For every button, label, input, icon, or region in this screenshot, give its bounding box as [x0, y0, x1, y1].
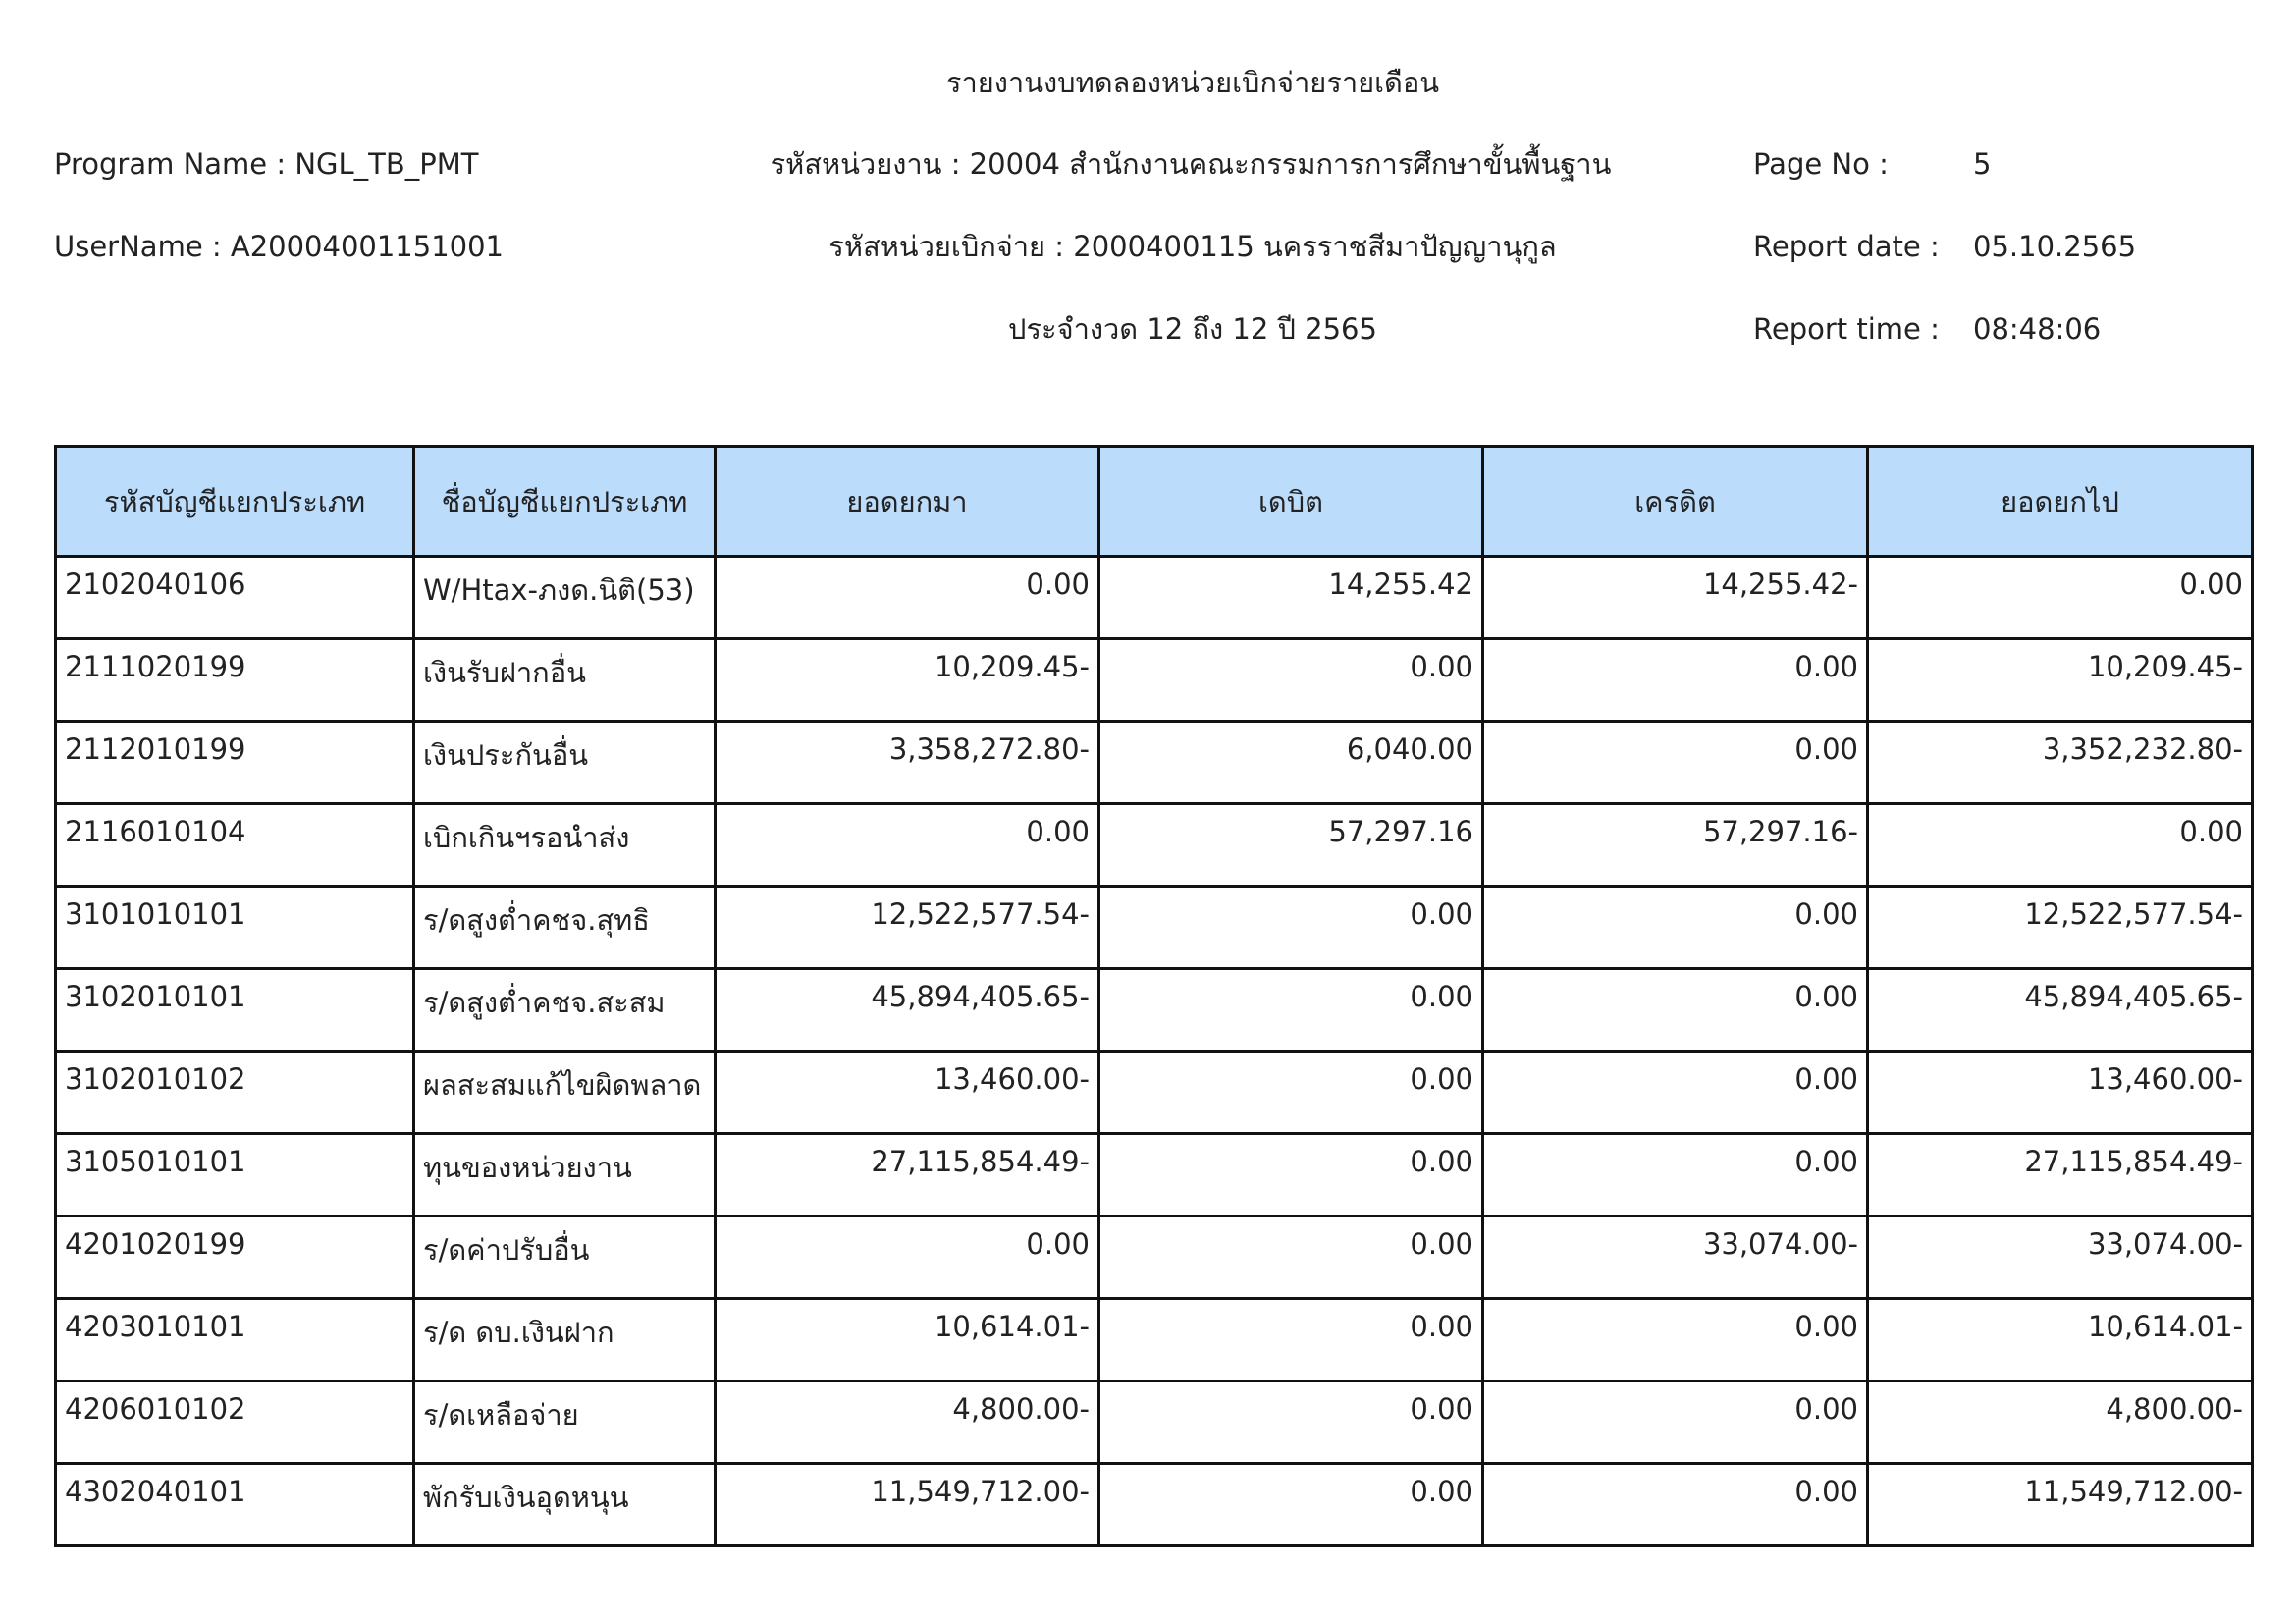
col-header-debit: เดบิต	[1099, 447, 1483, 557]
col-header-credit: เครดิต	[1483, 447, 1868, 557]
report-title: รายงานงบทดลองหน่วยเบิกจ่ายรายเดือน	[945, 66, 1440, 99]
table-row	[56, 1217, 2253, 1299]
disbursing-unit: รหัสหน่วยเบิกจ่าย : 2000400115 นครราชสีมาปัญญานุกูล	[828, 230, 1557, 263]
brought-forward-cell: 3,358,272.80-	[716, 722, 1099, 804]
program-name: Program Name : NGL_TB_PMT	[54, 147, 479, 181]
carried-forward-cell: 0.00	[1868, 804, 2253, 887]
debit-cell: 14,255.42	[1099, 557, 1483, 639]
account-name-cell: เงินประกันอื่น	[414, 722, 716, 804]
carried-forward-cell: 10,614.01-	[1868, 1299, 2253, 1381]
report-date-label: Report date :	[1753, 230, 1940, 263]
brought-forward-cell: 11,549,712.00-	[716, 1464, 1099, 1546]
brought-forward-cell: 13,460.00-	[716, 1052, 1099, 1134]
account-code-cell: 2116010104	[56, 804, 414, 887]
brought-forward-cell: 45,894,405.65-	[716, 969, 1099, 1052]
account-name-cell: พักรับเงินอุดหนุน	[414, 1464, 716, 1546]
credit-cell: 0.00	[1483, 1134, 1868, 1217]
report-time-label: Report time :	[1753, 312, 1940, 346]
credit-cell: 0.00	[1483, 722, 1868, 804]
account-code-cell: 3101010101	[56, 887, 414, 969]
carried-forward-cell: 45,894,405.65-	[1868, 969, 2253, 1052]
carried-forward-cell: 27,115,854.49-	[1868, 1134, 2253, 1217]
report-date-value: 05.10.2565	[1973, 230, 2137, 263]
page-no-value: 5	[1973, 147, 1992, 181]
carried-forward-cell: 11,549,712.00-	[1868, 1464, 2253, 1546]
table-header-row	[56, 447, 2253, 557]
brought-forward-cell: 4,800.00-	[716, 1381, 1099, 1464]
debit-cell: 0.00	[1099, 1052, 1483, 1134]
account-name-cell: ผลสะสมแก้ไขผิดพลาด	[414, 1052, 716, 1134]
table-row	[56, 1381, 2253, 1464]
carried-forward-cell: 4,800.00-	[1868, 1381, 2253, 1464]
brought-forward-cell: 10,614.01-	[716, 1299, 1099, 1381]
credit-cell: 0.00	[1483, 969, 1868, 1052]
brought-forward-cell: 27,115,854.49-	[716, 1134, 1099, 1217]
table-row	[56, 557, 2253, 639]
carried-forward-cell: 3,352,232.80-	[1868, 722, 2253, 804]
table-row	[56, 722, 2253, 804]
table-row	[56, 1052, 2253, 1134]
credit-cell: 0.00	[1483, 1381, 1868, 1464]
account-name-cell: ร/ดสูงต่ำคชจ.สะสม	[414, 969, 716, 1052]
debit-cell: 0.00	[1099, 969, 1483, 1052]
report-time-value: 08:48:06	[1973, 312, 2102, 346]
table-row	[56, 804, 2253, 887]
credit-cell: 57,297.16-	[1483, 804, 1868, 887]
table-row	[56, 639, 2253, 722]
account-code-cell: 3102010101	[56, 969, 414, 1052]
account-code-cell: 2111020199	[56, 639, 414, 722]
debit-cell: 0.00	[1099, 1464, 1483, 1546]
brought-forward-cell: 0.00	[716, 804, 1099, 887]
debit-cell: 0.00	[1099, 639, 1483, 722]
report-period: ประจำงวด 12 ถึง 12 ปี 2565	[1008, 312, 1377, 346]
credit-cell: 14,255.42-	[1483, 557, 1868, 639]
debit-cell: 0.00	[1099, 887, 1483, 969]
brought-forward-cell: 0.00	[716, 1217, 1099, 1299]
debit-cell: 0.00	[1099, 1217, 1483, 1299]
table-row	[56, 1299, 2253, 1381]
carried-forward-cell: 10,209.45-	[1868, 639, 2253, 722]
credit-cell: 33,074.00-	[1483, 1217, 1868, 1299]
account-name-cell: เบิกเกินฯรอนำส่ง	[414, 804, 716, 887]
account-name-cell: ทุนของหน่วยงาน	[414, 1134, 716, 1217]
account-code-cell: 3105010101	[56, 1134, 414, 1217]
col-header-account-code: รหัสบัญชีแยกประเภท	[56, 447, 414, 557]
account-name-cell: ร/ดสูงต่ำคชจ.สุทธิ	[414, 887, 716, 969]
account-code-cell: 4203010101	[56, 1299, 414, 1381]
col-header-account-name: ชื่อบัญชีแยกประเภท	[414, 447, 716, 557]
debit-cell: 57,297.16	[1099, 804, 1483, 887]
trial-balance-table	[54, 445, 2254, 1547]
page-no-label: Page No :	[1753, 147, 1889, 181]
account-code-cell: 4206010102	[56, 1381, 414, 1464]
credit-cell: 0.00	[1483, 639, 1868, 722]
account-code-cell: 3102010102	[56, 1052, 414, 1134]
debit-cell: 0.00	[1099, 1134, 1483, 1217]
table-row	[56, 969, 2253, 1052]
col-header-carried-forward: ยอดยกไป	[1868, 447, 2253, 557]
account-code-cell: 4302040101	[56, 1464, 414, 1546]
carried-forward-cell: 33,074.00-	[1868, 1217, 2253, 1299]
agency-code: รหัสหน่วยงาน : 20004 สำนักงานคณะกรรมการการศึกษาขั้นพื้นฐาน	[770, 147, 1612, 181]
table-row	[56, 887, 2253, 969]
credit-cell: 0.00	[1483, 1052, 1868, 1134]
account-name-cell: เงินรับฝากอื่น	[414, 639, 716, 722]
account-code-cell: 2112010199	[56, 722, 414, 804]
account-name-cell: ร/ดค่าปรับอื่น	[414, 1217, 716, 1299]
username: UserName : A20004001151001	[54, 230, 505, 263]
account-code-cell: 2102040106	[56, 557, 414, 639]
account-name-cell: W/Htax-ภงด.นิติ(53)	[414, 557, 716, 639]
debit-cell: 0.00	[1099, 1299, 1483, 1381]
account-name-cell: ร/ด ดบ.เงินฝาก	[414, 1299, 716, 1381]
carried-forward-cell: 12,522,577.54-	[1868, 887, 2253, 969]
brought-forward-cell: 10,209.45-	[716, 639, 1099, 722]
brought-forward-cell: 12,522,577.54-	[716, 887, 1099, 969]
credit-cell: 0.00	[1483, 1299, 1868, 1381]
account-name-cell: ร/ดเหลือจ่าย	[414, 1381, 716, 1464]
table-row	[56, 1464, 2253, 1546]
account-code-cell: 4201020199	[56, 1217, 414, 1299]
credit-cell: 0.00	[1483, 1464, 1868, 1546]
table-row	[56, 1134, 2253, 1217]
col-header-brought-forward: ยอดยกมา	[716, 447, 1099, 557]
debit-cell: 0.00	[1099, 1381, 1483, 1464]
credit-cell: 0.00	[1483, 887, 1868, 969]
brought-forward-cell: 0.00	[716, 557, 1099, 639]
carried-forward-cell: 0.00	[1868, 557, 2253, 639]
carried-forward-cell: 13,460.00-	[1868, 1052, 2253, 1134]
debit-cell: 6,040.00	[1099, 722, 1483, 804]
